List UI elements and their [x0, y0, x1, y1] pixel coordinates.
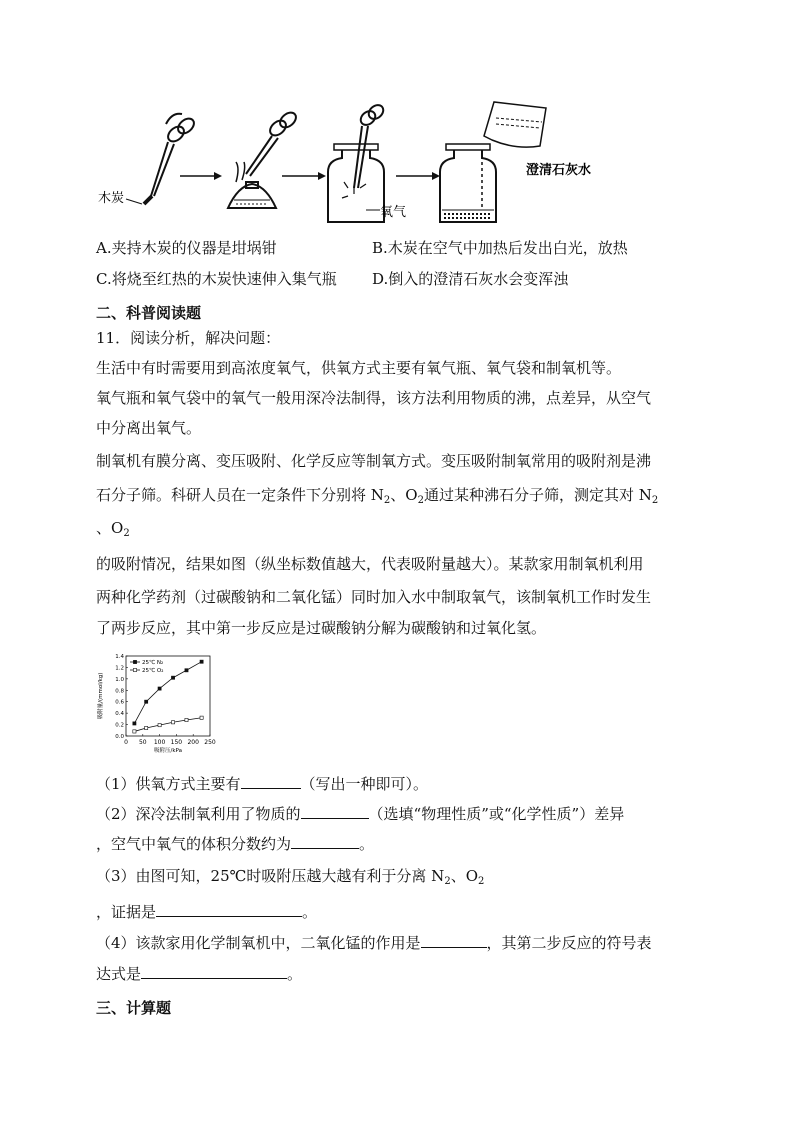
arrow-right-icon [282, 172, 326, 180]
text-run: ，其第二步反应的符号表 [486, 934, 652, 952]
paragraph-line: 制氧机有膜分离、变压吸附、化学反应等制氧方式。变压吸附制氧常用的吸附剂是沸 [96, 452, 652, 470]
text-run: 。 [287, 965, 303, 983]
tongs-with-charcoal [144, 114, 197, 204]
y-tick-label: 0.2 [115, 722, 124, 729]
option-b: B.木炭在空气中加热后发出白光，放热 [372, 239, 628, 257]
data-point [133, 730, 136, 733]
label-charcoal: 木炭 [98, 191, 125, 206]
gas-jar-oxygen [328, 102, 386, 222]
answer-blank[interactable] [141, 962, 287, 979]
subscript: 2 [444, 876, 451, 887]
text-run: 通过某种沸石分子筛，测定其对 N [423, 486, 652, 504]
legend-label: 25℃ N₂ [142, 660, 164, 666]
arrow-right-icon [180, 172, 222, 180]
data-point [171, 676, 174, 679]
legend-marker [133, 660, 136, 663]
data-point [133, 722, 136, 725]
alcohol-lamp-heating [228, 110, 299, 208]
text-run: 、O [450, 867, 478, 885]
answer-blank[interactable] [301, 802, 369, 819]
subscript: 2 [478, 876, 485, 887]
paragraph-line [96, 518, 130, 544]
paragraph-line: 氧气瓶和氧气袋中的氧气一般用深冷法制得，该方法利用物质的沸，点差异，从空气 [96, 389, 652, 407]
text-run: （4）该款家用化学制氧机中，二氧化锰的作用是 [96, 934, 421, 952]
gas-jar-limewater [440, 102, 546, 222]
option-a: A.夹持木炭的仪器是坩埚钳 [96, 239, 277, 257]
label-limewater: 澄清石灰水 [526, 163, 592, 178]
answer-blank[interactable] [421, 931, 487, 948]
x-tick-label: 50 [138, 739, 147, 746]
x-tick-label: 0 [124, 739, 128, 746]
plot-frame [126, 656, 210, 736]
data-point [145, 726, 148, 729]
data-point [185, 669, 188, 672]
y-tick-label: 0.4 [115, 711, 124, 718]
section-title: 二、科普阅读题 [96, 304, 202, 322]
paragraph-line: 了两步反应，其中第一步反应是过碳酸钠分解为碳酸钠和过氧化氢。 [96, 619, 547, 637]
text-run: 。 [359, 835, 375, 853]
legend-label: 25℃ O₂ [142, 668, 164, 674]
adsorption-chart [96, 650, 220, 758]
answer-blank[interactable] [291, 832, 359, 849]
arrow-right-icon [396, 172, 440, 180]
paragraph-line: 中分离出氧气。 [96, 419, 202, 437]
text-run: ，证据是 [96, 903, 157, 921]
text-run: 石分子筛。科研人员在一定条件下分别将 N [96, 486, 384, 504]
paragraph-line [96, 485, 658, 511]
paragraph-line: 两种化学药剂（过碳酸钠和二氧化锰）同时加入水中制取氧气，该制氧机工作时发生 [96, 588, 652, 606]
text-run: 达式是 [96, 965, 142, 983]
text-run: 、O [390, 486, 418, 504]
text-run: （2）深冷法制氧利用了物质的 [96, 805, 301, 823]
x-axis-label: 吸附压/kPa [154, 748, 182, 754]
y-tick-label: 0.0 [115, 734, 124, 740]
text-run: 、O [96, 519, 124, 537]
x-tick-label: 250 [204, 739, 216, 746]
data-point [158, 724, 161, 727]
sub-question-3 [96, 866, 484, 892]
question-stem: 11．阅读分析，解决问题： [96, 329, 281, 347]
x-tick-label: 200 [187, 739, 199, 746]
answer-blank[interactable] [156, 900, 302, 917]
legend-marker [133, 668, 136, 671]
text-run: ，空气中氧气的体积分数约为 [96, 835, 292, 853]
text-run: （1）供氧方式主要有 [96, 775, 241, 793]
subscript: 2 [417, 495, 424, 506]
subscript: 2 [123, 528, 130, 539]
y-tick-label: 0.6 [115, 699, 124, 706]
data-point [145, 700, 148, 703]
sub-question-3-cont [96, 900, 317, 922]
option-c: C.将烧至红热的木炭快速伸入集气瓶 [96, 270, 337, 288]
subscript: 2 [651, 495, 659, 506]
sub-question-2 [96, 802, 624, 824]
paragraph-line: 生活中有时需要用到高浓度氧气，供氧方式主要有氧气瓶、氧气袋和制氧机等。 [96, 359, 622, 377]
data-point [185, 718, 188, 721]
x-tick-label: 150 [170, 739, 183, 746]
text-run: （写出一种即可）。 [300, 775, 429, 793]
subscript: 2 [383, 495, 391, 506]
y-tick-label: 0.8 [115, 688, 124, 695]
y-tick-label: 1.0 [115, 676, 124, 683]
x-tick-label: 100 [153, 739, 166, 746]
experiment-diagram [96, 96, 616, 231]
sub-question-4-cont [96, 962, 302, 984]
data-point [158, 687, 161, 690]
y-tick-label: 1.4 [115, 654, 124, 660]
section-title: 三、计算题 [96, 999, 172, 1017]
sub-question-2-cont [96, 832, 374, 854]
data-point [200, 716, 203, 719]
sub-question-1 [96, 772, 428, 794]
sub-question-4 [96, 931, 652, 953]
text-run: 。 [302, 903, 318, 921]
label-oxygen: 氧气 [380, 205, 407, 220]
option-d: D.倒入的澄清石灰水会变浑浊 [372, 270, 569, 288]
data-point [171, 721, 174, 724]
text-run: （3）由图可知，25℃时吸附压越大越有利于分离 N [96, 867, 445, 885]
answer-blank[interactable] [241, 772, 301, 789]
data-point [200, 660, 203, 663]
paragraph-line: 的吸附情况，结果如图（纵坐标数值越大，代表吸附量越大）。某款家用制氧机利用 [96, 555, 644, 573]
y-tick-label: 1.2 [115, 665, 124, 672]
text-run: （选填“物理性质”或“化学性质”）差异 [368, 805, 625, 823]
y-axis-label: 吸附量/(mmol/kg) [98, 672, 104, 720]
